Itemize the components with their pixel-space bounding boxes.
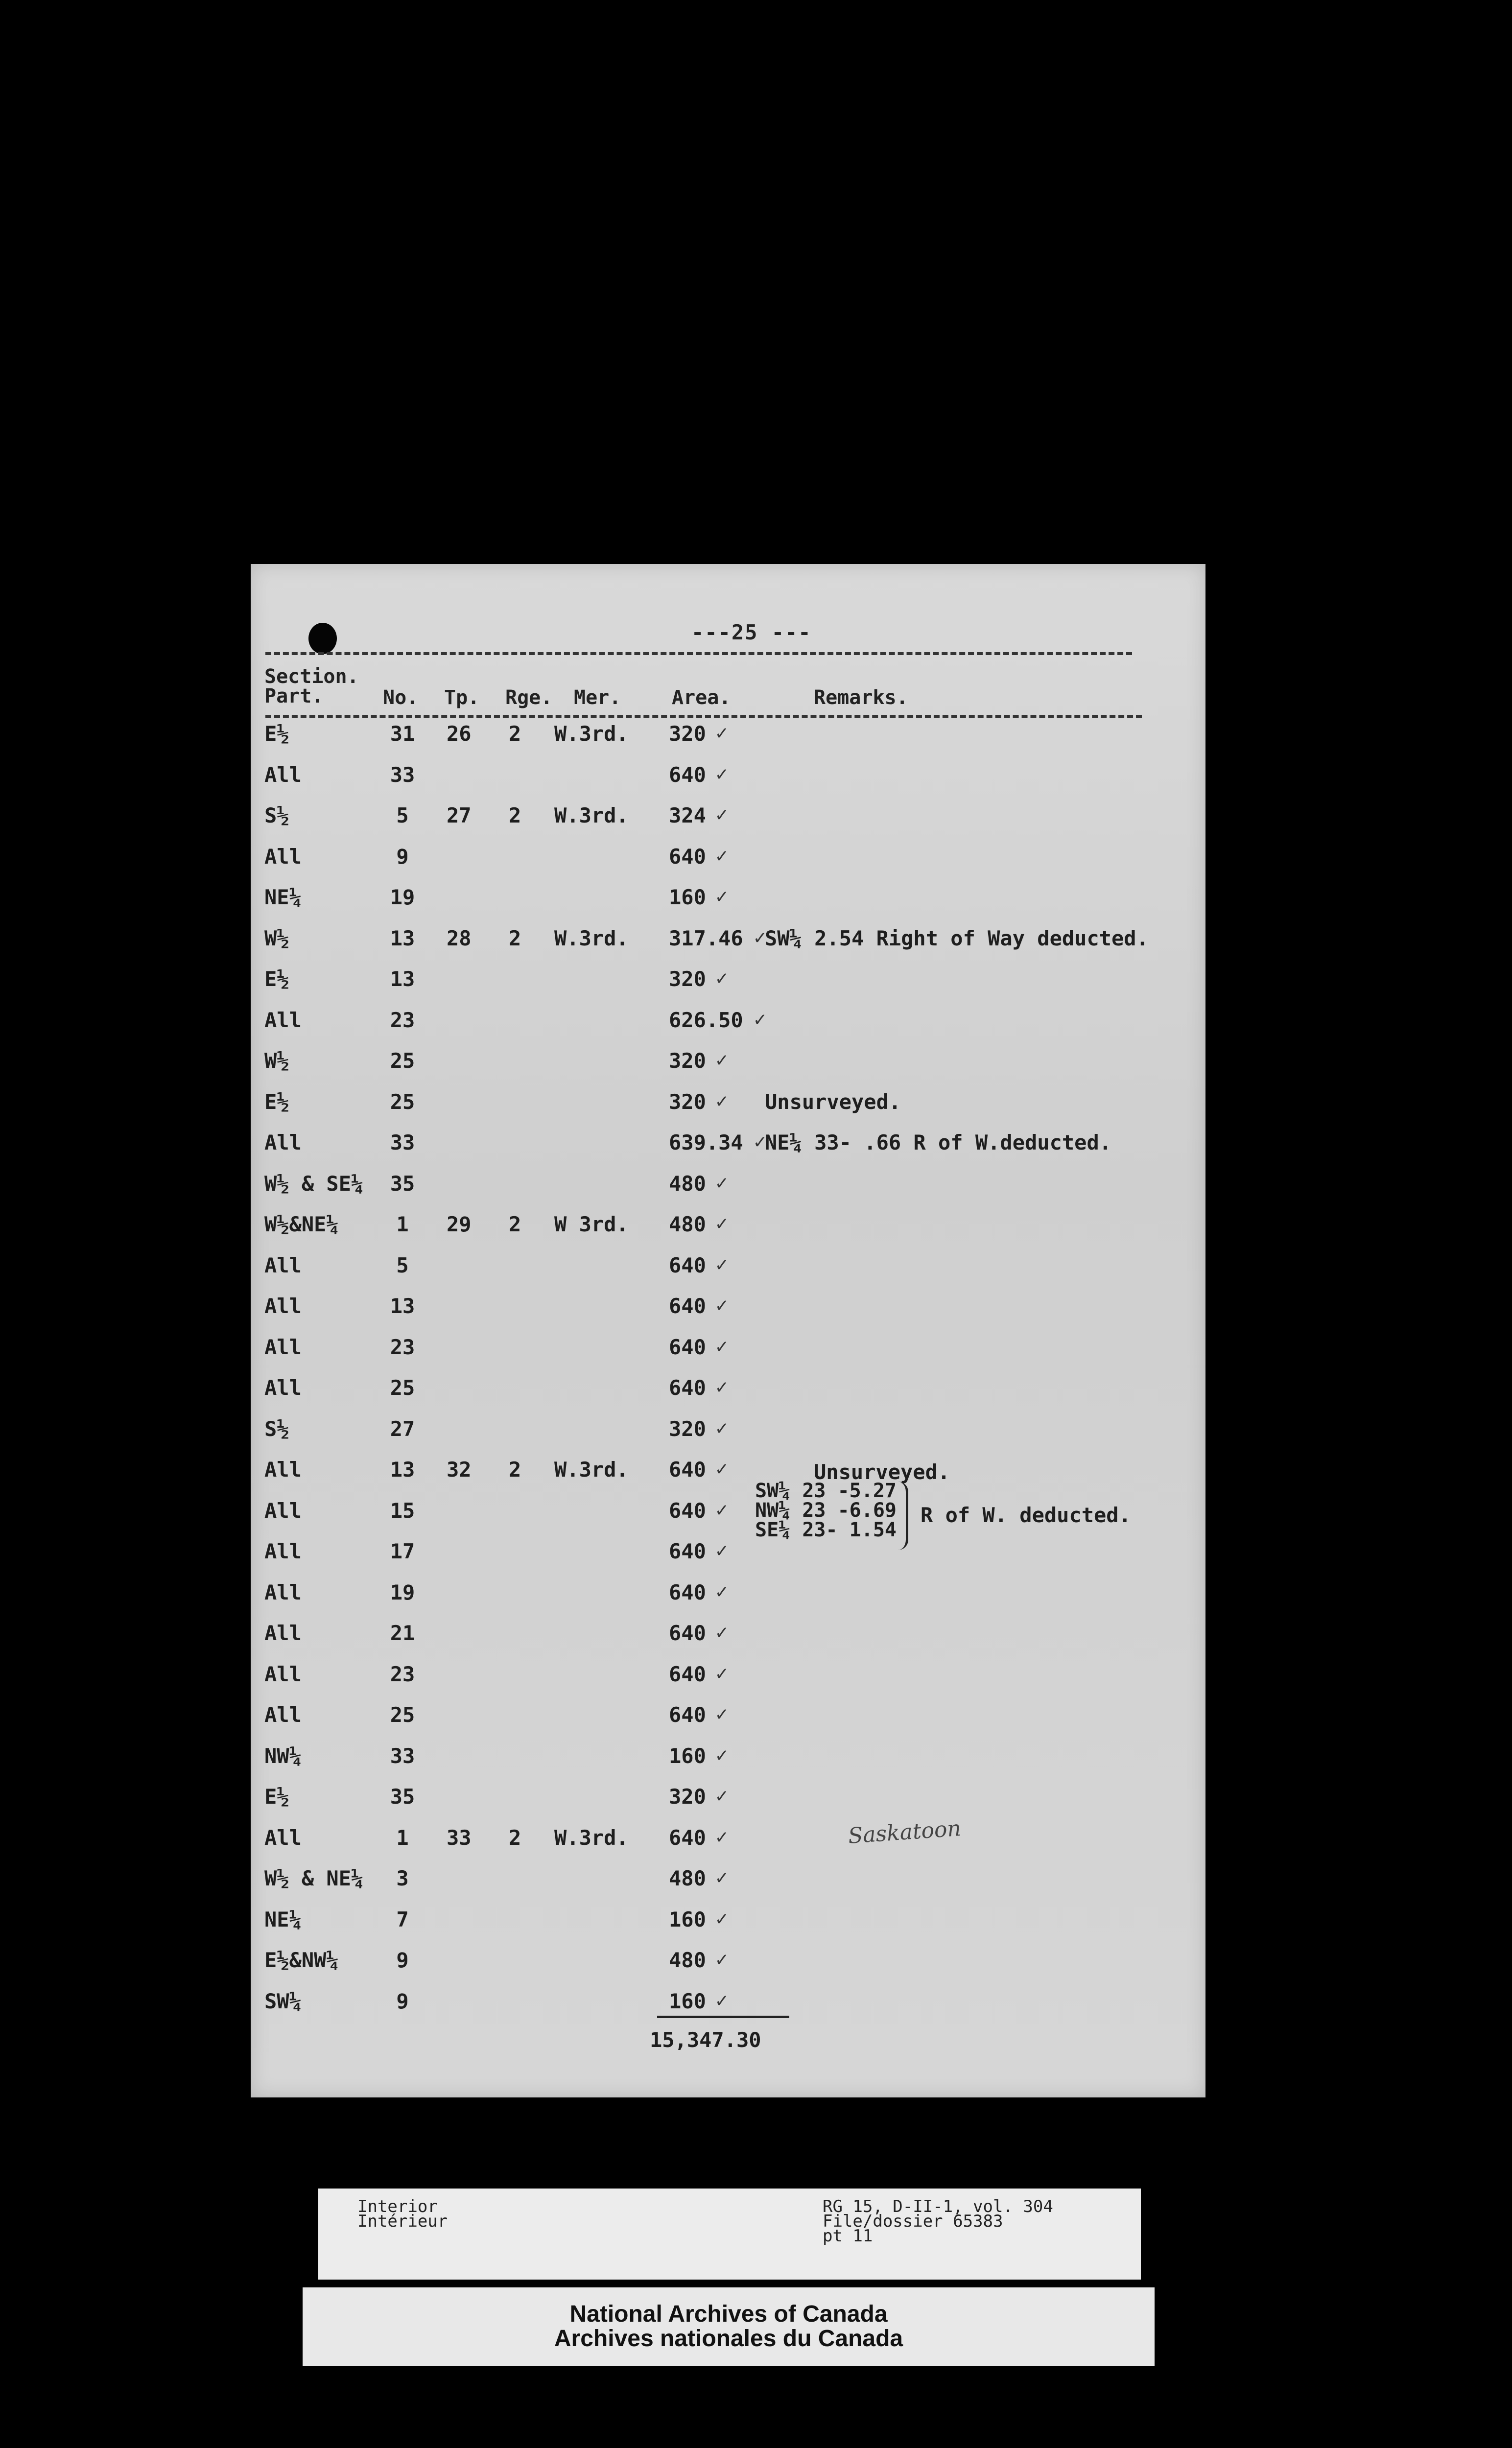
check-mark-icon: ✓ bbox=[716, 1866, 728, 1889]
table-row bbox=[251, 1948, 1205, 1989]
check-mark-icon: ✓ bbox=[716, 1743, 728, 1766]
cell-no: 15 bbox=[390, 1498, 415, 1523]
table-row bbox=[251, 1294, 1205, 1335]
check-mark-icon: ✓ bbox=[754, 1008, 766, 1031]
cell-area: 640 bbox=[669, 1335, 706, 1359]
check-mark-icon: ✓ bbox=[716, 1621, 728, 1644]
cell-area: 324 bbox=[669, 803, 706, 827]
cell-no: 23 bbox=[390, 1662, 415, 1686]
cell-part: NE¼ bbox=[264, 885, 302, 909]
check-mark-icon: ✓ bbox=[754, 1130, 766, 1153]
table-row bbox=[251, 722, 1205, 763]
cell-part: All bbox=[264, 1580, 302, 1604]
cell-no: 23 bbox=[390, 1008, 415, 1032]
table-row bbox=[251, 1785, 1205, 1826]
cell-no: 23 bbox=[390, 1335, 415, 1359]
cell-area: 160 bbox=[669, 1989, 706, 2013]
cell-part: E½&NW¼ bbox=[264, 1948, 339, 1972]
cell-part: All bbox=[264, 1130, 302, 1154]
header-mer: Mer. bbox=[574, 686, 621, 709]
table-row bbox=[251, 1008, 1205, 1049]
check-mark-icon: ✓ bbox=[716, 1948, 728, 1971]
unsurveyed-note: Unsurveyed. bbox=[814, 1460, 950, 1484]
table-row bbox=[251, 1580, 1205, 1622]
check-mark-icon: ✓ bbox=[716, 1458, 728, 1480]
table-row bbox=[251, 926, 1205, 967]
cell-area: 480 bbox=[669, 1948, 706, 1972]
header-remarks: Remarks. bbox=[814, 686, 908, 709]
table-row bbox=[251, 1826, 1205, 1867]
cell-part: All bbox=[264, 1662, 302, 1686]
cell-remark: Unsurveyed. bbox=[765, 1089, 901, 1114]
cell-no: 25 bbox=[390, 1049, 415, 1073]
top-divider bbox=[265, 652, 1132, 655]
table-row bbox=[251, 1907, 1205, 1949]
cell-part: W½ bbox=[264, 926, 289, 950]
cell-area: 640 bbox=[669, 1580, 706, 1604]
table-row bbox=[251, 885, 1205, 926]
check-mark-icon: ✓ bbox=[716, 1171, 728, 1194]
table-row bbox=[251, 1049, 1205, 1090]
cell-no: 35 bbox=[390, 1171, 415, 1196]
cell-area: 320 bbox=[669, 1049, 706, 1073]
cell-no: 9 bbox=[396, 1989, 409, 2013]
cell-no: 31 bbox=[390, 722, 415, 746]
cell-part: W½ & NE¼ bbox=[264, 1866, 364, 1890]
cell-tp: 27 bbox=[447, 803, 472, 827]
header-tp: Tp. bbox=[444, 686, 480, 709]
cell-no: 25 bbox=[390, 1089, 415, 1114]
total-rule bbox=[657, 2016, 789, 2018]
cell-area: 160 bbox=[669, 1907, 706, 1931]
cell-area: 160 bbox=[669, 885, 706, 909]
file-reference: RG 15, D-II-1, vol. 304 File/dossier 65383 pt 11 bbox=[823, 2197, 1053, 2246]
cell-remark: SW¼ 2.54 Right of Way deducted. bbox=[765, 926, 1149, 950]
check-mark-icon: ✓ bbox=[754, 926, 766, 949]
check-mark-icon: ✓ bbox=[716, 1785, 728, 1807]
check-mark-icon: ✓ bbox=[716, 1335, 728, 1358]
cell-no: 27 bbox=[390, 1416, 415, 1441]
cell-mer: W 3rd. bbox=[554, 1212, 629, 1236]
cell-area: 480 bbox=[669, 1866, 706, 1890]
cell-area: 320 bbox=[669, 967, 706, 991]
check-mark-icon: ✓ bbox=[716, 1416, 728, 1439]
cell-part: S½ bbox=[264, 1416, 289, 1441]
document-page bbox=[251, 564, 1205, 2097]
cell-part: All bbox=[264, 1458, 302, 1482]
cell-area: 639.34 bbox=[669, 1130, 743, 1154]
header-section-part: Section. Part. bbox=[264, 665, 359, 707]
cell-no: 35 bbox=[390, 1785, 415, 1809]
header-rge: Rge. bbox=[505, 686, 553, 709]
cell-part: All bbox=[264, 1253, 302, 1277]
cell-no: 13 bbox=[390, 926, 415, 950]
cell-area: 160 bbox=[669, 1743, 706, 1768]
cell-area: 320 bbox=[669, 1416, 706, 1441]
cell-part: All bbox=[264, 1703, 302, 1727]
cell-rge: 2 bbox=[509, 926, 521, 950]
header-no: No. bbox=[383, 686, 419, 709]
cell-area: 640 bbox=[669, 1621, 706, 1645]
table-row bbox=[251, 1212, 1205, 1253]
cell-part: All bbox=[264, 1008, 302, 1032]
check-mark-icon: ✓ bbox=[716, 722, 728, 744]
cell-area: 640 bbox=[669, 844, 706, 869]
check-mark-icon: ✓ bbox=[716, 844, 728, 867]
cell-area: 640 bbox=[669, 762, 706, 787]
cell-area: 640 bbox=[669, 1253, 706, 1277]
table-row bbox=[251, 967, 1205, 1008]
cell-no: 1 bbox=[396, 1212, 409, 1236]
cell-mer: W.3rd. bbox=[554, 1825, 629, 1850]
cell-part: All bbox=[264, 1621, 302, 1645]
cell-area: 320 bbox=[669, 1785, 706, 1809]
cell-no: 13 bbox=[390, 967, 415, 991]
check-mark-icon: ✓ bbox=[716, 1089, 728, 1112]
sub-note-line: NW¼ 23 -6.69 bbox=[755, 1499, 897, 1522]
cell-mer: W.3rd. bbox=[554, 803, 629, 827]
table-row bbox=[251, 803, 1205, 845]
cell-no: 13 bbox=[390, 1458, 415, 1482]
grand-total: 15,347.30 bbox=[650, 2028, 761, 2052]
header-area: Area. bbox=[672, 686, 731, 709]
cell-mer: W.3rd. bbox=[554, 722, 629, 746]
cell-rge: 2 bbox=[509, 1458, 521, 1482]
cell-area: 640 bbox=[669, 1703, 706, 1727]
check-mark-icon: ✓ bbox=[716, 1907, 728, 1930]
table-row bbox=[251, 1866, 1205, 1907]
cell-part: All bbox=[264, 1294, 302, 1318]
cell-area: 640 bbox=[669, 1662, 706, 1686]
cell-rge: 2 bbox=[509, 722, 521, 746]
cell-area: 640 bbox=[669, 1458, 706, 1482]
cell-area: 626.50 bbox=[669, 1008, 743, 1032]
table-row bbox=[251, 845, 1205, 886]
brace bbox=[898, 1482, 908, 1550]
cell-tp: 33 bbox=[447, 1825, 472, 1850]
sub-note-line: SE¼ 23- 1.54 bbox=[755, 1519, 897, 1541]
cell-no: 13 bbox=[390, 1294, 415, 1318]
check-mark-icon: ✓ bbox=[716, 967, 728, 989]
cell-no: 25 bbox=[390, 1703, 415, 1727]
cell-rge: 2 bbox=[509, 1825, 521, 1850]
check-mark-icon: ✓ bbox=[716, 1253, 728, 1276]
cell-part: W½ & SE¼ bbox=[264, 1171, 364, 1196]
cell-no: 33 bbox=[390, 762, 415, 787]
check-mark-icon: ✓ bbox=[716, 762, 728, 785]
header-divider bbox=[265, 715, 1142, 718]
cell-tp: 28 bbox=[447, 926, 472, 950]
check-mark-icon: ✓ bbox=[716, 1703, 728, 1725]
check-mark-icon: ✓ bbox=[716, 1212, 728, 1235]
table-row bbox=[251, 1744, 1205, 1785]
table-row bbox=[251, 1172, 1205, 1213]
cell-part: NE¼ bbox=[264, 1907, 302, 1931]
department-label: Interior Intérieur bbox=[357, 2197, 448, 2231]
cell-no: 9 bbox=[396, 844, 409, 869]
cell-no: 17 bbox=[390, 1539, 415, 1563]
table-row bbox=[251, 1703, 1205, 1744]
cell-part: All bbox=[264, 762, 302, 787]
cell-area: 640 bbox=[669, 1825, 706, 1850]
table-row bbox=[251, 1335, 1205, 1376]
table-row bbox=[251, 1253, 1205, 1295]
sub-note-line: SW¼ 23 -5.27 bbox=[755, 1480, 897, 1502]
cell-rge: 2 bbox=[509, 1212, 521, 1236]
table-row bbox=[251, 763, 1205, 804]
cell-no: 9 bbox=[396, 1948, 409, 1972]
cell-no: 19 bbox=[390, 885, 415, 909]
cell-remark: NE¼ 33- .66 R of W.deducted. bbox=[765, 1130, 1112, 1154]
cell-area: 320 bbox=[669, 722, 706, 746]
table-row bbox=[251, 1621, 1205, 1662]
punch-hole bbox=[308, 623, 337, 654]
check-mark-icon: ✓ bbox=[716, 803, 728, 826]
cell-part: E½ bbox=[264, 967, 289, 991]
cell-part: NW¼ bbox=[264, 1743, 302, 1768]
cell-no: 1 bbox=[396, 1825, 409, 1850]
cell-area: 480 bbox=[669, 1171, 706, 1196]
check-mark-icon: ✓ bbox=[716, 1294, 728, 1317]
cell-part: W½ bbox=[264, 1049, 289, 1073]
table-row bbox=[251, 1090, 1205, 1131]
cell-part: All bbox=[264, 1376, 302, 1400]
table-row bbox=[251, 1662, 1205, 1703]
page-number: ---25 --- bbox=[691, 620, 812, 644]
cell-part: SW¼ bbox=[264, 1989, 302, 2013]
cell-area: 320 bbox=[669, 1089, 706, 1114]
cell-no: 5 bbox=[396, 803, 409, 827]
cell-no: 19 bbox=[390, 1580, 415, 1604]
cell-part: All bbox=[264, 1335, 302, 1359]
check-mark-icon: ✓ bbox=[716, 1539, 728, 1562]
cell-no: 5 bbox=[396, 1253, 409, 1277]
handwritten-note: Saskatoon bbox=[847, 1816, 962, 1849]
table-row bbox=[251, 1130, 1205, 1172]
cell-mer: W.3rd. bbox=[554, 1458, 629, 1482]
archive-label: National Archives of Canada Archives nationales du Canada bbox=[303, 2287, 1155, 2366]
cell-no: 3 bbox=[396, 1866, 409, 1890]
cell-rge: 2 bbox=[509, 803, 521, 827]
cell-area: 640 bbox=[669, 1294, 706, 1318]
cell-tp: 32 bbox=[447, 1458, 472, 1482]
check-mark-icon: ✓ bbox=[716, 885, 728, 908]
cell-part: W½&NE¼ bbox=[264, 1212, 339, 1236]
table-row bbox=[251, 1417, 1205, 1458]
check-mark-icon: ✓ bbox=[716, 1662, 728, 1685]
cell-part: E½ bbox=[264, 1785, 289, 1809]
row-of-way-label: R of W. deducted. bbox=[921, 1503, 1131, 1527]
cell-area: 640 bbox=[669, 1376, 706, 1400]
check-mark-icon: ✓ bbox=[716, 1498, 728, 1521]
check-mark-icon: ✓ bbox=[716, 1989, 728, 2012]
cell-no: 7 bbox=[396, 1907, 409, 1931]
cell-area: 640 bbox=[669, 1539, 706, 1563]
cell-no: 33 bbox=[390, 1743, 415, 1768]
cell-part: All bbox=[264, 844, 302, 869]
row-of-way-group bbox=[755, 1480, 1131, 1560]
cell-part: E½ bbox=[264, 1089, 289, 1114]
cell-tp: 29 bbox=[447, 1212, 472, 1236]
check-mark-icon: ✓ bbox=[716, 1049, 728, 1071]
table-row bbox=[251, 1376, 1205, 1417]
cell-mer: W.3rd. bbox=[554, 926, 629, 950]
cell-area: 480 bbox=[669, 1212, 706, 1236]
cell-area: 317.46 bbox=[669, 926, 743, 950]
check-mark-icon: ✓ bbox=[716, 1580, 728, 1603]
table-row bbox=[251, 1989, 1205, 2030]
cell-part: All bbox=[264, 1539, 302, 1563]
check-mark-icon: ✓ bbox=[716, 1376, 728, 1398]
cell-part: S½ bbox=[264, 803, 289, 827]
cell-part: E½ bbox=[264, 722, 289, 746]
cell-part: All bbox=[264, 1498, 302, 1523]
cell-area: 640 bbox=[669, 1498, 706, 1523]
cell-tp: 26 bbox=[447, 722, 472, 746]
cell-no: 21 bbox=[390, 1621, 415, 1645]
check-mark-icon: ✓ bbox=[716, 1825, 728, 1848]
cell-no: 25 bbox=[390, 1376, 415, 1400]
cell-part: All bbox=[264, 1825, 302, 1850]
archive-reference-strip bbox=[318, 2189, 1141, 2280]
cell-no: 33 bbox=[390, 1130, 415, 1154]
